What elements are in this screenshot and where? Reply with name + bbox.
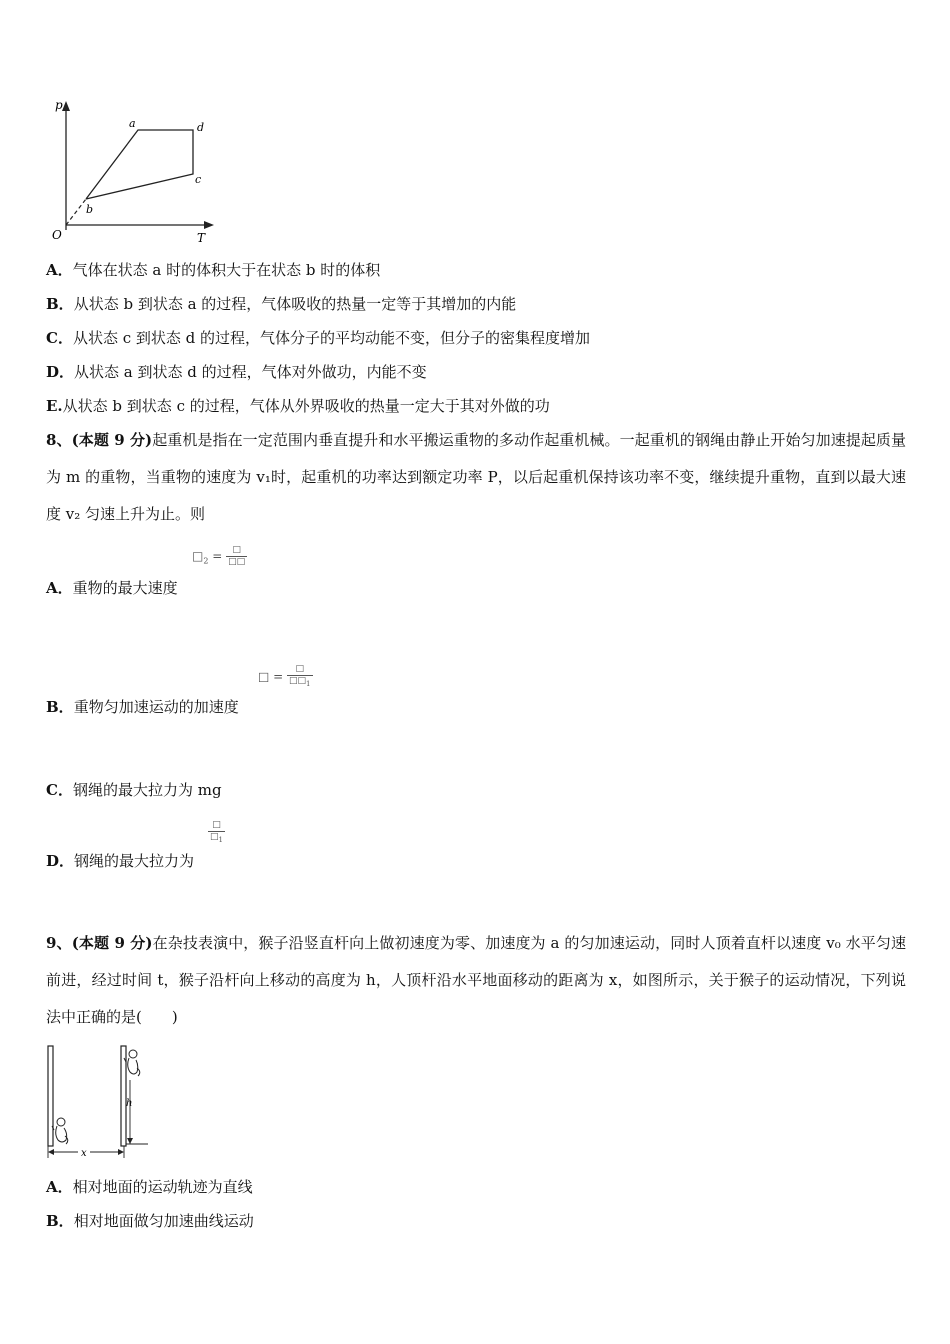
monkey-pole-figure xyxy=(44,1040,164,1162)
q8-option-a: A．重物的最大速度 xyxy=(46,579,178,597)
label-h: h xyxy=(126,1098,133,1109)
axis-p-label: p xyxy=(55,98,63,112)
q9-option-b: B．相对地面做匀加速曲线运动 xyxy=(46,1212,254,1230)
point-c-label: c xyxy=(195,173,202,186)
monkey-icon-bottom xyxy=(52,1118,68,1144)
q8-stem: 8、(本题 9 分)起重机是指在一定范围内垂直提升和水平搬运重物的多动作起重机械。一起重机的钢绳由静止开始匀加速提起质量为 m 的重物，当重物的速度为 v₁时，起重机的功率达到额定功率 P，以后起重机保持该功率不变，继续提升重物，直到以最大速度 v₂ 匀速上升为止。则 xyxy=(46,431,906,523)
q8-formula-d: $\frac{□}{□_1}$ xyxy=(210,820,223,844)
axis-t-label: T xyxy=(197,231,206,245)
q7-option-c: C．从状态 c 到状态 d 的过程，气体分子的平均动能不变，但分子的密集程度增加 xyxy=(46,329,591,347)
left-pole xyxy=(48,1046,53,1146)
p-axis-arrow xyxy=(62,101,70,111)
q7-option-a: A．气体在状态 a 时的体积大于在状态 b 时的体积 xyxy=(46,261,381,279)
q7-option-d: D．从状态 a 到状态 d 的过程，气体对外做功，内能不变 xyxy=(46,363,427,381)
pt-graph xyxy=(46,95,226,250)
origin-label: O xyxy=(52,228,62,242)
q8-formula-b: □ = $\frac{□}{□□_1}$ xyxy=(258,664,311,688)
point-a-label: a xyxy=(129,117,136,130)
q9-option-a: A．相对地面的运动轨迹为直线 xyxy=(46,1178,253,1196)
q7-option-b: B．从状态 b 到状态 a 的过程，气体吸收的热量一定等于其增加的内能 xyxy=(46,295,517,313)
q7-option-e: E.从状态 b 到状态 c 的过程，气体从外界吸收的热量一定大于其对外做的功 xyxy=(46,397,550,415)
point-d-label: d xyxy=(197,121,205,134)
dashed-extension xyxy=(66,199,86,225)
q9-stem: 9、(本题 9 分)在杂技表演中，猴子沿竖直杆向上做初速度为零、加速度为 a 的匀加速运动，同时人顶着直杆以速度 v₀ 水平匀速前进，经过时间 t，猴子沿杆向上移动的高度为 h，人顶杆沿水平地面移动的距离为 x，如图所示，关于猴子的运动情况，下列说法中正确的是( ) xyxy=(46,934,907,1026)
label-x: x xyxy=(81,1148,87,1159)
t-axis-arrow xyxy=(204,221,214,229)
q8-formula-a: $□_2$ = $\frac{□}{□□}$ xyxy=(192,545,246,567)
point-b-label: b xyxy=(86,203,94,216)
q8-option-d: D．钢绳的最大拉力为 xyxy=(46,852,195,870)
q8-option-c: C．钢绳的最大拉力为 mg xyxy=(46,781,222,799)
process-path xyxy=(86,130,193,199)
q8-option-b: B．重物匀加速运动的加速度 xyxy=(46,698,239,716)
